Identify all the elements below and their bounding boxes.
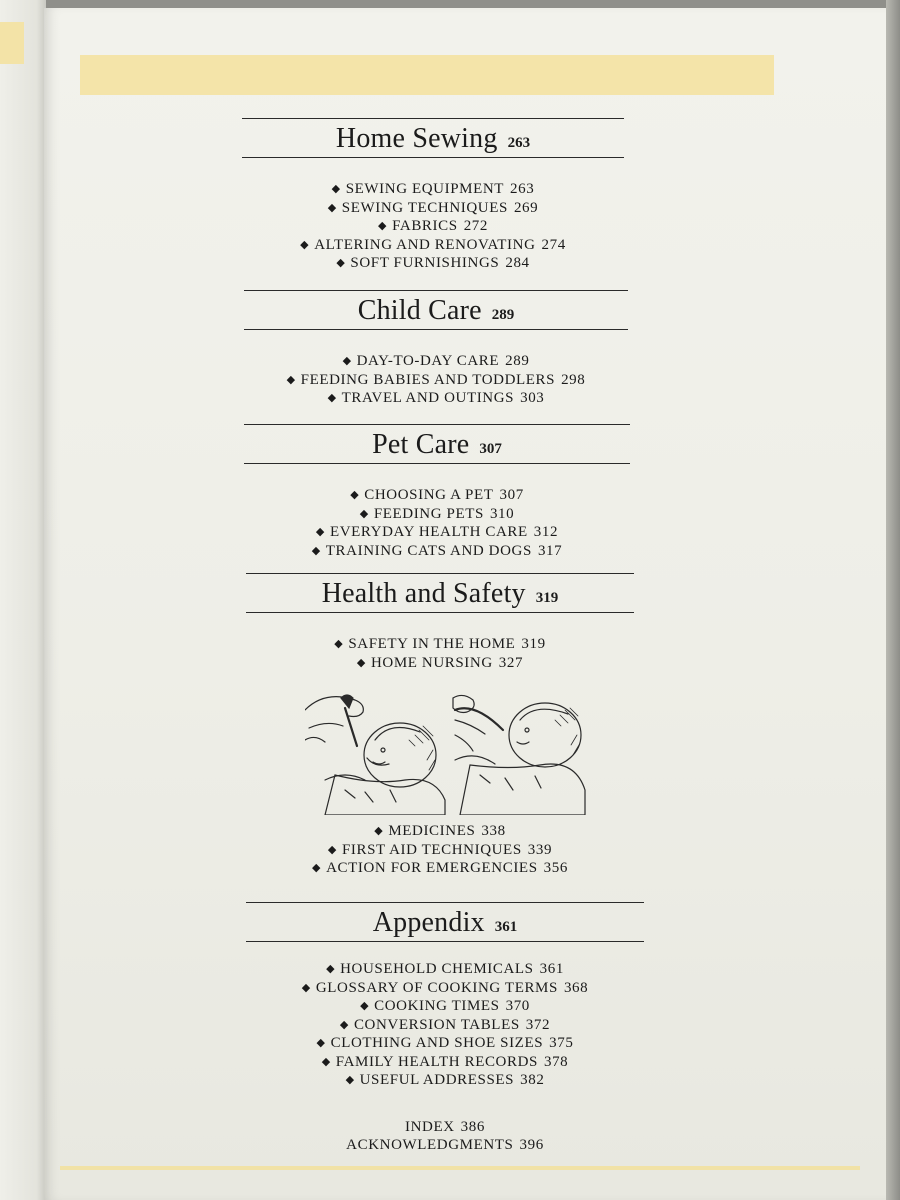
section-rule-bottom	[246, 612, 634, 613]
diamond-bullet-icon: ◆	[316, 1037, 326, 1049]
toc-entry-label: CHOOSING A PET	[364, 487, 494, 503]
toc-entry[interactable]	[242, 254, 624, 273]
section-page-number: 361	[494, 919, 518, 935]
toc-entry-label: TRAVEL AND OUTINGS	[341, 390, 515, 406]
toc-entry[interactable]	[246, 997, 644, 1016]
toc-entry[interactable]	[244, 389, 628, 408]
toc-entry-label: SEWING EQUIPMENT	[345, 181, 505, 197]
toc-entry[interactable]	[242, 236, 624, 255]
facing-page-yellow-strip	[0, 22, 24, 64]
diamond-bullet-icon: ◆	[356, 656, 366, 669]
toc-entry-label: COOKING TIMES	[374, 998, 500, 1014]
back-matter	[246, 1118, 644, 1154]
diamond-bullet-icon: ◆	[327, 201, 337, 214]
section-rule-bottom	[242, 157, 624, 158]
diamond-bullet-icon: ◆	[301, 981, 311, 994]
toc-entry[interactable]	[246, 1016, 644, 1035]
section-title: Child Care	[357, 295, 482, 326]
diamond-bullet-icon: ◆	[345, 1074, 355, 1086]
diamond-bullet-icon: ◆	[315, 526, 325, 538]
diamond-bullet-icon: ◆	[331, 183, 341, 195]
toc-entry[interactable]	[242, 199, 624, 218]
toc-entry-page: 307	[499, 487, 524, 503]
section-items	[244, 486, 630, 560]
toc-entry[interactable]	[244, 371, 628, 390]
toc-entry-page: 269	[513, 199, 539, 216]
section-title: Health and Safety	[321, 578, 526, 609]
toc-entry-page: 274	[541, 236, 566, 253]
section-page-number: 289	[491, 307, 515, 323]
toc-entry[interactable]	[246, 1071, 644, 1090]
section-title: Pet Care	[372, 429, 470, 460]
toc-entry-label: SAFETY IN THE HOME	[348, 636, 516, 652]
toc-entry[interactable]	[246, 1053, 644, 1072]
toc-entry[interactable]	[246, 960, 644, 979]
toc-entry-label: SOFT FURNISHINGS	[350, 255, 500, 271]
diamond-bullet-icon: ◆	[327, 843, 337, 856]
diamond-bullet-icon: ◆	[312, 862, 322, 874]
toc-entry-page: 284	[505, 255, 530, 271]
toc-entry-page: 303	[520, 390, 545, 406]
illustration-svg	[305, 680, 595, 815]
diamond-bullet-icon: ◆	[286, 373, 296, 386]
toc-entry-page: 289	[505, 353, 530, 369]
toc-entry-page: 386	[460, 1119, 485, 1135]
diamond-bullet-icon: ◆	[342, 355, 352, 367]
toc-entry-label: MEDICINES	[388, 823, 476, 839]
toc-entry-label: CONVERSION TABLES	[353, 1016, 520, 1033]
toc-entry[interactable]	[242, 180, 624, 199]
diamond-bullet-icon: ◆	[350, 489, 360, 501]
baby-medicine-illustration-icon	[305, 680, 595, 815]
toc-entry-page: 382	[520, 1072, 545, 1088]
diamond-bullet-icon: ◆	[327, 392, 337, 404]
section-items	[246, 960, 644, 1090]
toc-entry-label: SEWING TECHNIQUES	[341, 199, 508, 216]
diamond-bullet-icon: ◆	[359, 507, 369, 520]
toc-entry-label: ACKNOWLEDGMENTS	[346, 1137, 514, 1153]
toc-entry-page: 339	[527, 841, 553, 858]
section-rule-bottom	[244, 329, 628, 330]
diamond-bullet-icon: ◆	[339, 1018, 349, 1031]
section-health-and-safety-continued	[246, 822, 634, 878]
section-items	[246, 635, 634, 672]
section-health-and-safety	[246, 573, 634, 672]
toc-entry[interactable]	[244, 523, 630, 542]
diamond-bullet-icon: ◆	[374, 825, 384, 837]
toc-entry-page: 272	[463, 218, 488, 234]
footer-color-band	[60, 1166, 860, 1170]
toc-entry-page: 327	[498, 654, 524, 671]
toc-entry-page: 319	[521, 636, 546, 652]
diamond-bullet-icon: ◆	[360, 1000, 370, 1012]
toc-entry[interactable]	[246, 635, 634, 654]
toc-entry-label: FABRICS	[392, 218, 458, 234]
section-page-number: 319	[535, 590, 559, 606]
toc-entry-label: TRAINING CATS AND DOGS	[325, 542, 532, 559]
toc-entry[interactable]	[246, 1034, 644, 1053]
page-edge	[886, 0, 900, 1200]
toc-entry-page: 372	[525, 1016, 551, 1033]
section-items	[242, 180, 624, 273]
toc-entry[interactable]	[246, 979, 644, 998]
toc-entry-label: EVERYDAY HEALTH CARE	[329, 524, 528, 540]
toc-entry-label: ALTERING AND RENOVATING	[314, 236, 536, 253]
section-page-number: 263	[507, 135, 531, 151]
diamond-bullet-icon: ◆	[311, 544, 321, 557]
toc-entry-page: 370	[505, 998, 530, 1014]
diamond-bullet-icon: ◆	[334, 638, 344, 650]
section-child-care	[244, 290, 628, 408]
toc-entry-page: 396	[519, 1137, 544, 1153]
header-color-band	[80, 55, 774, 95]
section-items	[244, 352, 628, 408]
section-home-sewing	[242, 118, 624, 273]
toc-entry-label: USEFUL ADDRESSES	[359, 1072, 515, 1088]
section-rule-bottom	[244, 463, 630, 464]
toc-entry-label: DAY-TO-DAY CARE	[356, 353, 500, 369]
section-items	[246, 822, 634, 878]
facing-page	[0, 0, 46, 1200]
toc-entry-acknowledgments[interactable]	[246, 1136, 644, 1154]
section-title: Appendix	[372, 907, 485, 938]
section-title: Home Sewing	[335, 123, 498, 154]
toc-entry-label: FAMILY HEALTH RECORDS	[335, 1053, 538, 1070]
section-page-number: 307	[479, 441, 502, 457]
section-pet-care	[244, 424, 630, 560]
toc-entry-page: 378	[543, 1053, 569, 1070]
toc-entry-label: FIRST AID TECHNIQUES	[341, 841, 522, 858]
toc-entry-page: 356	[543, 860, 568, 876]
toc-entry-label: ACTION FOR EMERGENCIES	[326, 860, 538, 876]
toc-entry-index[interactable]	[246, 1118, 644, 1136]
toc-entry[interactable]	[246, 822, 634, 841]
toc-entry[interactable]	[246, 841, 634, 860]
toc-entry-page: 338	[481, 823, 506, 839]
diamond-bullet-icon: ◆	[300, 238, 310, 251]
diamond-bullet-icon: ◆	[321, 1055, 331, 1068]
toc-entry-label: CLOTHING AND SHOE SIZES	[330, 1035, 544, 1051]
toc-entry[interactable]	[244, 486, 630, 505]
toc-entry[interactable]	[246, 654, 634, 673]
toc-entry-page: 263	[510, 181, 535, 197]
toc-entry-page: 361	[539, 961, 564, 977]
toc-entry-page: 317	[537, 542, 563, 559]
toc-entry-label: FEEDING PETS	[373, 505, 484, 522]
toc-entry-label: GLOSSARY OF COOKING TERMS	[315, 979, 558, 996]
toc-entry-page: 310	[489, 505, 515, 522]
toc-entry-label: INDEX	[405, 1119, 455, 1135]
toc-entry-label: HOME NURSING	[370, 654, 493, 671]
diamond-bullet-icon: ◆	[378, 220, 388, 232]
section-appendix	[246, 902, 644, 1090]
diamond-bullet-icon: ◆	[336, 257, 346, 269]
toc-entry[interactable]	[244, 352, 628, 371]
toc-entry-page: 298	[561, 371, 586, 388]
toc-entry[interactable]	[244, 505, 630, 524]
toc-entry-label: HOUSEHOLD CHEMICALS	[340, 961, 534, 977]
toc-entry-page: 368	[563, 979, 589, 996]
toc-entry[interactable]	[242, 217, 624, 236]
toc-entry[interactable]	[246, 859, 634, 878]
toc-entry-page: 375	[549, 1035, 574, 1051]
diamond-bullet-icon: ◆	[326, 963, 336, 975]
section-rule-bottom	[246, 941, 644, 942]
toc-entry-label: FEEDING BABIES AND TODDLERS	[300, 371, 556, 388]
toc-entry-page: 312	[533, 524, 559, 540]
toc-entry[interactable]	[244, 542, 630, 561]
